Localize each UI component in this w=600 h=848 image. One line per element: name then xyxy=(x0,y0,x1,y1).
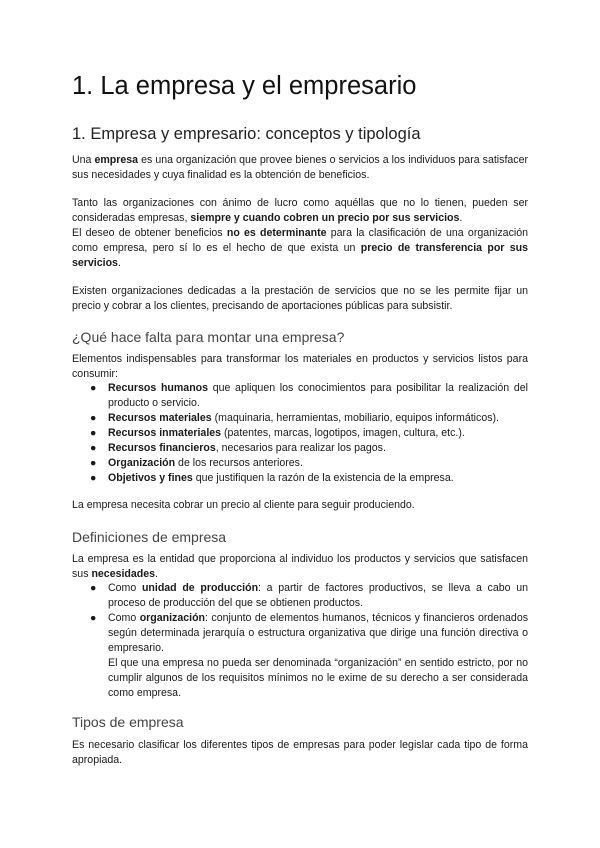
section-heading-montar-empresa: ¿Qué hace falta para montar una empresa? xyxy=(72,329,345,345)
list-item: ● Como unidad de producción: a partir de factores productivos, se lleva a cabo un proceso de producción del que se obtienen productos. xyxy=(90,582,528,609)
bullet-icon: ● xyxy=(90,472,97,484)
paragraph-animo-lucro: Tanto las organizaciones con ánimo de lucro como aquéllas que no lo tienen, pueden ser consideradas empresas, siempre y cuando cobren un precio por sus servicios. El deseo de obtener beneficios no es determinante para la clasificación de una organización como empresa, pero sí lo es el hecho de que exista un precio de transferencia por sus servicios. xyxy=(72,197,528,269)
bullet-icon: ● xyxy=(90,427,97,439)
list-item: ● Recursos inmateriales (patentes, marcas, logotipos, imagen, cultura, etc.). xyxy=(90,427,465,439)
bullet-icon: ● xyxy=(90,442,97,454)
list-item: ● Recursos humanos que apliquen los conocimientos para posibilitar la realización del producto o servicio. xyxy=(90,382,528,409)
paragraph-cobrar-precio: La empresa necesita cobrar un precio al cliente para seguir produciendo. xyxy=(72,499,415,511)
section-heading-definiciones: Definiciones de empresa xyxy=(72,529,227,545)
bullet-icon: ● xyxy=(90,582,97,594)
paragraph-clasificar-tipos: Es necesario clasificar los diferentes tipos de empresas para poder legislar cada tipo de forma apropiada. xyxy=(72,739,528,766)
paragraph-aportaciones-publicas: Existen organizaciones dedicadas a la prestación de servicios que no se les permite fijar un precio y cobrar a los clientes, precisando de aportaciones públicas para subsistir. xyxy=(72,285,528,312)
paragraph-definicion-entidad: La empresa es la entidad que proporciona al individuo los productos y servicios que satisfacen sus necesidades. xyxy=(72,553,528,580)
paragraph-definicion-empresa: Una empresa es una organización que provee bienes o servicios a los individuos para satisfacer sus necesidades y cuya finalidad es la obtención de beneficios. xyxy=(72,154,528,181)
list-item: ● Organización de los recursos anteriores. xyxy=(90,457,303,469)
list-item: ● Recursos financieros, necesarios para realizar los pagos. xyxy=(90,442,386,454)
section-heading-tipos: Tipos de empresa xyxy=(72,714,184,730)
bullet-icon: ● xyxy=(90,457,97,469)
paragraph-elementos-intro: Elementos indispensables para transformar los materiales en productos y servicios listos para consumir: xyxy=(72,353,528,380)
section-heading-conceptos: 1. Empresa y empresario: conceptos y tipología xyxy=(72,125,421,143)
list-recursos xyxy=(72,381,528,486)
bullet-icon: ● xyxy=(90,412,97,424)
bullet-icon: ● xyxy=(90,382,97,394)
list-item: ● Como organización: conjunto de elementos humanos, técnicos y financieros ordenados según determinada jerarquía o estructura organizativa que dirige una función directiva o empresario. El que una empresa no pueda ser denominada “organización” en sentido estricto, por no cumplir algunos de los requisitos mínimos no le exime de su derecho a ser considerada como empresa. xyxy=(90,612,529,699)
bullet-icon: ● xyxy=(90,612,97,624)
page-title: 1. La empresa y el empresario xyxy=(72,72,417,100)
list-item: ● Recursos materiales (maquinaria, herramientas, mobiliario, equipos informáticos). xyxy=(90,412,499,424)
list-definiciones xyxy=(72,581,528,701)
list-item: ● Objetivos y fines que justifiquen la razón de la existencia de la empresa. xyxy=(90,472,454,484)
